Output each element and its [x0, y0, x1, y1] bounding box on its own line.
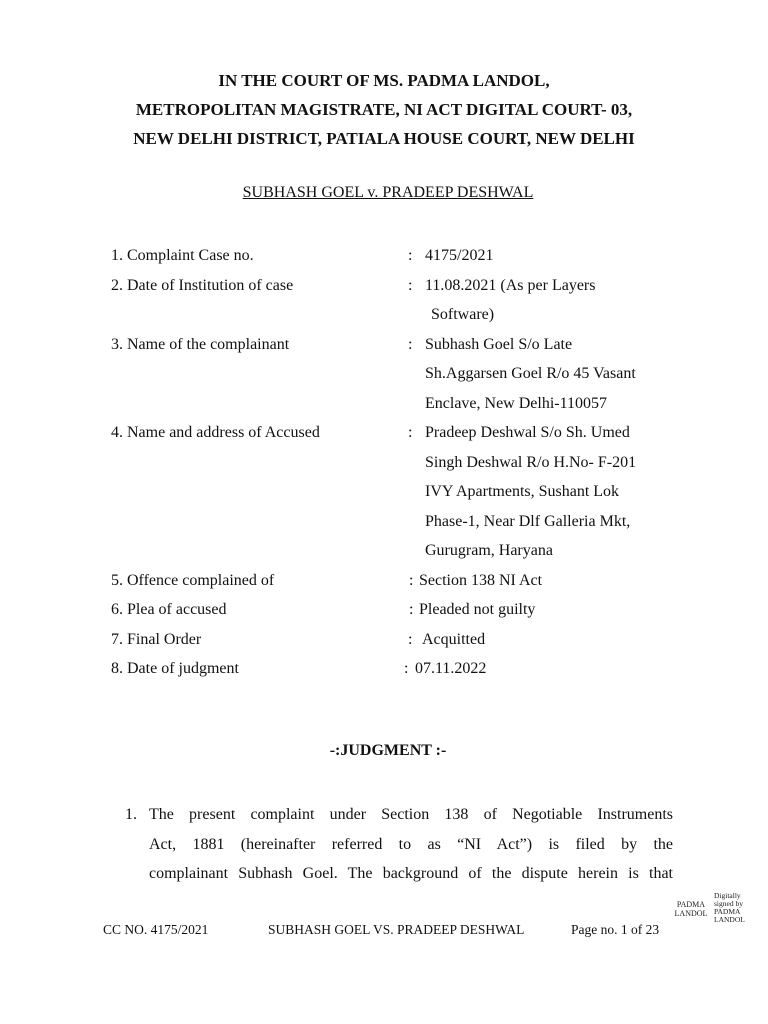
court-heading-line: NEW DELHI DISTRICT, PATIALA HOUSE COURT, NEW DELHI: [133, 129, 635, 148]
signature-note: [714, 892, 764, 924]
detail-row: [111, 271, 711, 330]
detail-row: [111, 330, 711, 419]
detail-colon: :: [408, 630, 413, 648]
detail-row: [111, 654, 711, 684]
paragraph-line: The present complaint under Section 138 of Negotiable Instruments: [149, 806, 673, 823]
digital-signature: [672, 892, 762, 924]
detail-label: 6. Plea of accused: [111, 601, 227, 618]
court-heading-line: IN THE COURT OF MS. PADMA LANDOL,: [218, 71, 550, 90]
case-details: [111, 241, 711, 684]
detail-label: 2. Date of Institution of case: [111, 276, 294, 294]
detail-value: Phase-1, Near Dlf Galleria Mkt,: [425, 512, 631, 530]
detail-value: Software): [431, 306, 495, 323]
detail-value: Pleaded not guilty: [419, 601, 536, 618]
detail-value: Sh.Aggarsen Goel R/o 45 Vasant: [425, 365, 636, 382]
detail-label: 1. Complaint Case no.: [111, 247, 254, 264]
detail-colon: :: [408, 276, 413, 294]
detail-value: Acquitted: [422, 630, 486, 648]
paragraph-line: complainant Subhash Goel. The background of the dispute herein is that: [149, 865, 673, 882]
paragraph-number: 1.: [125, 806, 137, 823]
detail-row: [111, 595, 711, 625]
detail-value: Singh Deshwal R/o H.No- F-201: [425, 453, 637, 471]
detail-value: Pradeep Deshwal S/o Sh. Umed: [425, 424, 630, 441]
detail-colon: :: [404, 660, 409, 677]
detail-label: 7. Final Order: [111, 630, 202, 648]
detail-value: Gurugram, Haryana: [425, 542, 553, 559]
court-heading-line: METROPOLITAN MAGISTRATE, NI ACT DIGITAL COURT- 03,: [135, 100, 633, 119]
judgment-title: -:JUDGMENT :-: [329, 742, 447, 759]
detail-colon: :: [408, 424, 413, 441]
detail-label: 5. Offence complained of: [111, 571, 275, 589]
detail-label: 4. Name and address of Accused: [111, 424, 320, 441]
detail-label: 3. Name of the complainant: [111, 335, 290, 353]
case-title: SUBHASH GOEL v. PRADEEP DESHWAL: [242, 184, 534, 201]
detail-row: [111, 625, 711, 655]
detail-colon: :: [408, 247, 413, 264]
detail-value: 4175/2021: [425, 247, 494, 264]
court-heading: [0, 66, 768, 153]
signer-name-line: LANDOL: [674, 909, 708, 918]
detail-row: [111, 566, 711, 596]
detail-value: Section 138 NI Act: [419, 571, 543, 589]
footer-parties: SUBHASH GOEL VS. PRADEEP DESHWAL: [268, 922, 525, 937]
detail-value: Subhash Goel S/o Late: [425, 335, 573, 353]
detail-value: 11.08.2021 (As per Layers: [425, 276, 596, 294]
detail-row: [111, 418, 711, 566]
signature-note-line: Digitally: [714, 891, 741, 900]
signer-name-line: PADMA: [676, 900, 706, 909]
paragraph-text: [149, 800, 673, 889]
paragraph-line: Act, 1881 (hereinafter referred to as “NI Act”) is filed by the: [149, 835, 673, 853]
signer-name: [672, 900, 710, 918]
footer-case-no: CC NO. 4175/2021: [103, 922, 209, 937]
detail-value: 07.11.2022: [415, 660, 487, 677]
detail-colon: :: [409, 601, 414, 618]
footer-page-number: Page no. 1 of 23: [571, 922, 660, 937]
detail-colon: :: [409, 571, 414, 589]
signature-note-line: LANDOL: [714, 915, 745, 924]
detail-colon: :: [408, 335, 413, 353]
signature-note-line: signed by: [714, 899, 743, 908]
detail-row: [111, 241, 711, 271]
detail-value: IVY Apartments, Sushant Lok: [425, 483, 620, 500]
detail-label: 8. Date of judgment: [111, 660, 239, 677]
signature-note-line: PADMA: [714, 907, 741, 916]
detail-value: Enclave, New Delhi-110057: [425, 394, 608, 412]
